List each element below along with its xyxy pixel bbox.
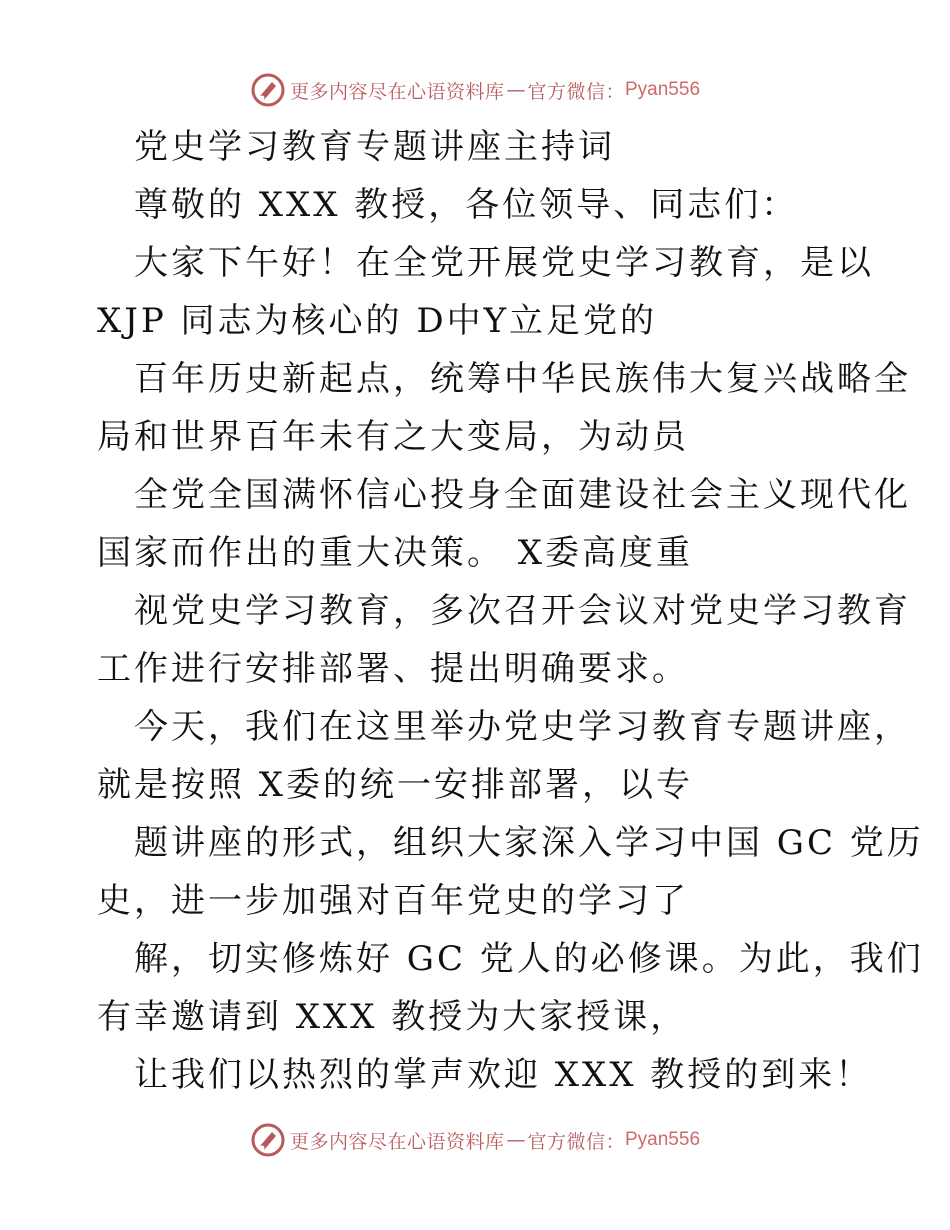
text-line: 有幸邀请到 XXX 教授为大家授课， xyxy=(97,997,688,1037)
footer-banner xyxy=(0,1120,950,1160)
banner-suffix: 官方微信： xyxy=(527,1130,625,1153)
logo-icon xyxy=(250,1122,286,1158)
text-line: 题讲座的形式，组织大家深入学习中国 GC 党历 xyxy=(134,823,924,863)
document-title: 党史学习教育专题讲座主持词 xyxy=(134,127,615,167)
banner-handle: Pyan556 xyxy=(625,79,701,100)
banner-handle: Pyan556 xyxy=(625,1129,701,1150)
banner-text: 更多内容尽在心语资料库 xyxy=(289,1130,505,1153)
banner-separator: — xyxy=(506,1129,526,1151)
text-line: 视党史学习教育，多次召开会议对党史学习教育 xyxy=(134,591,911,631)
text-line: 国家而作出的重大决策。 X委高度重 xyxy=(97,533,694,573)
salutation: 尊敬的 XXX 教授，各位领导、同志们： xyxy=(134,185,799,225)
text-line: 局和世界百年未有之大变局，为动员 xyxy=(97,417,689,457)
text-line: 大家下午好！在全党开展党史学习教育，是以 xyxy=(134,243,874,283)
text-line: 解，切实修炼好 GC 党人的必修课。为此，我们 xyxy=(134,939,924,979)
banner-separator: — xyxy=(506,79,526,101)
text-line: 百年历史新起点，统筹中华民族伟大复兴战略全 xyxy=(134,359,911,399)
text-line: 史，进一步加强对百年党史的学习了 xyxy=(97,881,689,921)
text-line: 工作进行安排部署、提出明确要求。 xyxy=(97,649,689,689)
banner-suffix: 官方微信： xyxy=(527,80,625,103)
banner-text: 更多内容尽在心语资料库 xyxy=(289,80,505,103)
text-line: XJP 同志为核心的 D中Y立足党的 xyxy=(97,301,658,341)
text-line: 就是按照 X委的统一安排部署，以专 xyxy=(97,765,694,805)
text-line: 让我们以热烈的掌声欢迎 XXX 教授的到来！ xyxy=(134,1055,873,1095)
text-line: 今天，我们在这里举办党史学习教育专题讲座， xyxy=(134,707,911,747)
text-line: 全党全国满怀信心投身全面建设社会主义现代化 xyxy=(134,475,911,515)
